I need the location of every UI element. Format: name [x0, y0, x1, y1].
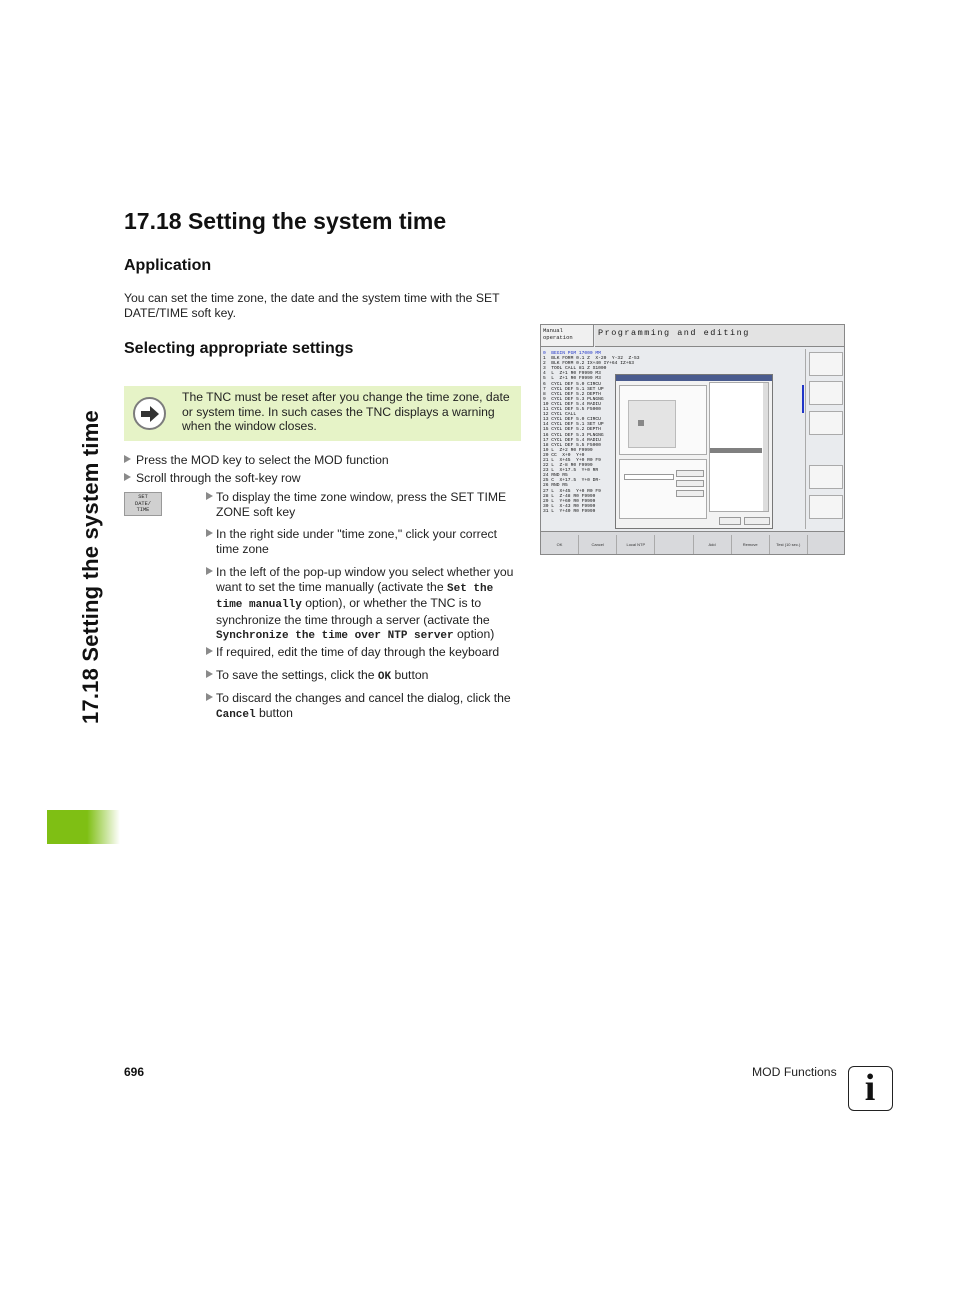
- program-line: 12 CYCL CALL: [543, 412, 577, 418]
- softkey-row: [541, 531, 845, 555]
- step-manual-or-ntp: [216, 565, 521, 644]
- softkey: Add: [694, 535, 732, 554]
- program-line: 4 L Z+1 R0 F9999 M3: [543, 371, 601, 377]
- step-display-timezone: To display the time zone window, press the SET TIME ZONE soft key: [216, 490, 507, 519]
- step-text: button: [391, 668, 429, 682]
- mode-manual-label: Manual operation: [543, 327, 573, 341]
- timezone-selected-row: [710, 448, 762, 453]
- bullet-arrow-icon: [206, 567, 213, 575]
- program-line: 20 CC X+0 Y+0: [543, 452, 585, 458]
- spindle-icon: [809, 411, 843, 435]
- bullet-arrow-icon: [124, 455, 131, 463]
- program-line: 26 RND R5: [543, 483, 568, 489]
- bullet-arrow-icon: [206, 529, 213, 537]
- program-line: 28 L Z-48 R0 F9999: [543, 493, 596, 499]
- ntp-test-button: [676, 490, 704, 497]
- program-line: 21 L X+45 Y+0 R0 F9: [543, 457, 601, 463]
- program-line: 9 CYCL DEF 5.3 PLNGNG: [543, 396, 604, 402]
- code-ok: OK: [377, 671, 392, 683]
- softkey: Local NTP: [617, 535, 655, 554]
- chapter-tab-marker: [47, 810, 120, 844]
- step-save-ok: [216, 668, 521, 685]
- mode-manual-operation: [541, 325, 594, 347]
- mode-programming: [595, 325, 845, 347]
- step-press-mod: Press the MOD key to select the MOD function: [136, 453, 389, 467]
- program-line: 6 CYCL DEF 5.0 CIRCU: [543, 381, 601, 387]
- program-line: 15 CYCL DEF 5.2 DEPTH: [543, 427, 601, 433]
- timezone-list: [709, 382, 769, 512]
- info-icon: [848, 1066, 893, 1111]
- bullet-arrow-icon: [206, 647, 213, 655]
- softkey: OK: [541, 535, 579, 554]
- page-number: 696: [124, 1065, 145, 1079]
- bullet-arrow-icon: [206, 492, 213, 500]
- step-text: To discard the changes and cancel the dialog, click the: [216, 691, 511, 705]
- system-time-dialog: [615, 374, 773, 529]
- timezone-scrollbar: [763, 383, 768, 511]
- feed-override-icon: [809, 495, 843, 519]
- status-blue-bar: [802, 385, 804, 413]
- note-text: The TNC must be reset after you change the time zone, date or system time. In such cases the TNC displays a warning when the window closes.: [182, 390, 510, 433]
- ntp-panel: [619, 459, 707, 519]
- tnc-screenshot: [540, 324, 845, 555]
- code-set-manually: Set the time manually: [216, 582, 494, 611]
- server-field: [624, 474, 674, 480]
- program-line: 13 CYCL DEF 5.0 CIRCU: [543, 417, 601, 423]
- set-date-time-softkey: [124, 492, 162, 516]
- softkey: Cancel: [579, 535, 617, 554]
- info-glyph: i: [864, 1067, 876, 1109]
- note-box: [124, 386, 521, 441]
- code-sync-ntp: Synchronize the time over NTP server: [216, 630, 454, 642]
- program-line: 22 L Z-8 R0 F9999: [543, 463, 593, 469]
- softkey: Test (10 sec.): [770, 535, 808, 554]
- program-line: 1 BLK FORM 0.1 Z X-20 Y-32 Z-53: [543, 356, 640, 362]
- application-text: You can set the time zone, the date and the system time with the SET DATE/TIME soft key.: [124, 291, 500, 320]
- dialog-ok-button: [719, 517, 741, 525]
- code-cancel: Cancel: [216, 708, 256, 721]
- softkey: [808, 535, 845, 554]
- arrow-right-icon: [133, 397, 166, 430]
- softkey: [655, 535, 693, 554]
- bullet-arrow-icon: [206, 693, 213, 701]
- program-line: 31 L Y+40 R0 F9999: [543, 508, 596, 514]
- program-line: 10 CYCL DEF 5.4 RADIU: [543, 401, 601, 407]
- softkey: Remove: [732, 535, 770, 554]
- program-line: 16 CYCL DEF 5.3 PLNGNG: [543, 432, 604, 438]
- tool-icon: [809, 381, 843, 405]
- step-text: option): [453, 627, 495, 641]
- program-line: 7 CYCL DEF 5.1 SET UP: [543, 386, 604, 392]
- side-chapter-title-text: 17.18 Setting the system time: [78, 410, 103, 724]
- mode-programming-label: Programming and editing: [598, 328, 750, 338]
- spindle-override-icon: [809, 465, 843, 489]
- program-line: 27 L X+45 Y+0 R0 F9: [543, 488, 601, 494]
- program-line: 17 CYCL DEF 5.4 RADIU: [543, 437, 601, 443]
- application-heading: Application: [124, 257, 212, 274]
- program-line: 24 RND R5: [543, 473, 568, 479]
- step-text: In the left of the pop-up window you select whether you want to set the time manually (activate the: [216, 565, 514, 594]
- program-line: 18 CYCL DEF 5.5 F5000: [543, 442, 601, 448]
- step-edit-time: If required, edit the time of day through the keyboard: [216, 645, 500, 659]
- dialog-titlebar: [616, 375, 772, 381]
- program-line: 3 TOOL CALL 81 Z S1000: [543, 366, 607, 372]
- program-line: 5 L Z+1 R0 F9999 M3: [543, 376, 601, 382]
- step-scroll-softkeys: Scroll through the soft-key row: [136, 471, 301, 485]
- local-time-panel: [619, 385, 707, 455]
- program-line: 30 L X-43 R0 F9999: [543, 503, 596, 509]
- program-line: 2 BLK FORM 0.2 IX+40 IY+64 IZ+63: [543, 361, 634, 367]
- step-select-timezone: In the right side under "time zone," click your correct time zone: [216, 527, 497, 556]
- program-line: 19 L Z+2 R0 F9999: [543, 447, 593, 453]
- ntp-add-button: [676, 470, 704, 477]
- program-line: 11 CYCL DEF 5.5 F5000: [543, 407, 601, 413]
- program-line: 25 C X+17.5 Y+0 DR-: [543, 478, 601, 484]
- step-text: option), or whether the TNC is to synchronize the time through a server (activate the: [216, 596, 490, 627]
- program-line: 0 BEGIN PGM 17000 MM: [543, 351, 601, 356]
- section-title: 17.18 Setting the system time: [124, 208, 447, 234]
- step-text: button: [255, 705, 293, 720]
- bullet-arrow-icon: [206, 670, 213, 678]
- ntp-remove-button: [676, 480, 704, 487]
- selecting-heading: Selecting appropriate settings: [124, 340, 354, 357]
- program-line: 23 L X+17.5 Y+0 RR: [543, 468, 599, 474]
- side-chapter-title: [70, 214, 110, 734]
- dialog-cancel-button: [744, 517, 770, 525]
- step-cancel: [216, 691, 521, 722]
- softkey-label: SET DATE/ TIME: [135, 494, 151, 514]
- program-line: 14 CYCL DEF 5.1 SET UP: [543, 422, 604, 428]
- right-softkey-panel: [805, 349, 845, 529]
- calendar-selected-day: [638, 420, 644, 426]
- machine-mode-icon: [809, 352, 843, 376]
- bullet-arrow-icon: [124, 473, 131, 481]
- calendar-grid: [628, 400, 676, 448]
- chapter-name: MOD Functions: [752, 1065, 837, 1079]
- step-text: To save the settings, click the: [216, 668, 378, 682]
- program-listing: [543, 351, 640, 514]
- program-line: 8 CYCL DEF 5.2 DEPTH: [543, 391, 601, 397]
- program-line: 29 L Y+60 R0 F9999: [543, 498, 596, 504]
